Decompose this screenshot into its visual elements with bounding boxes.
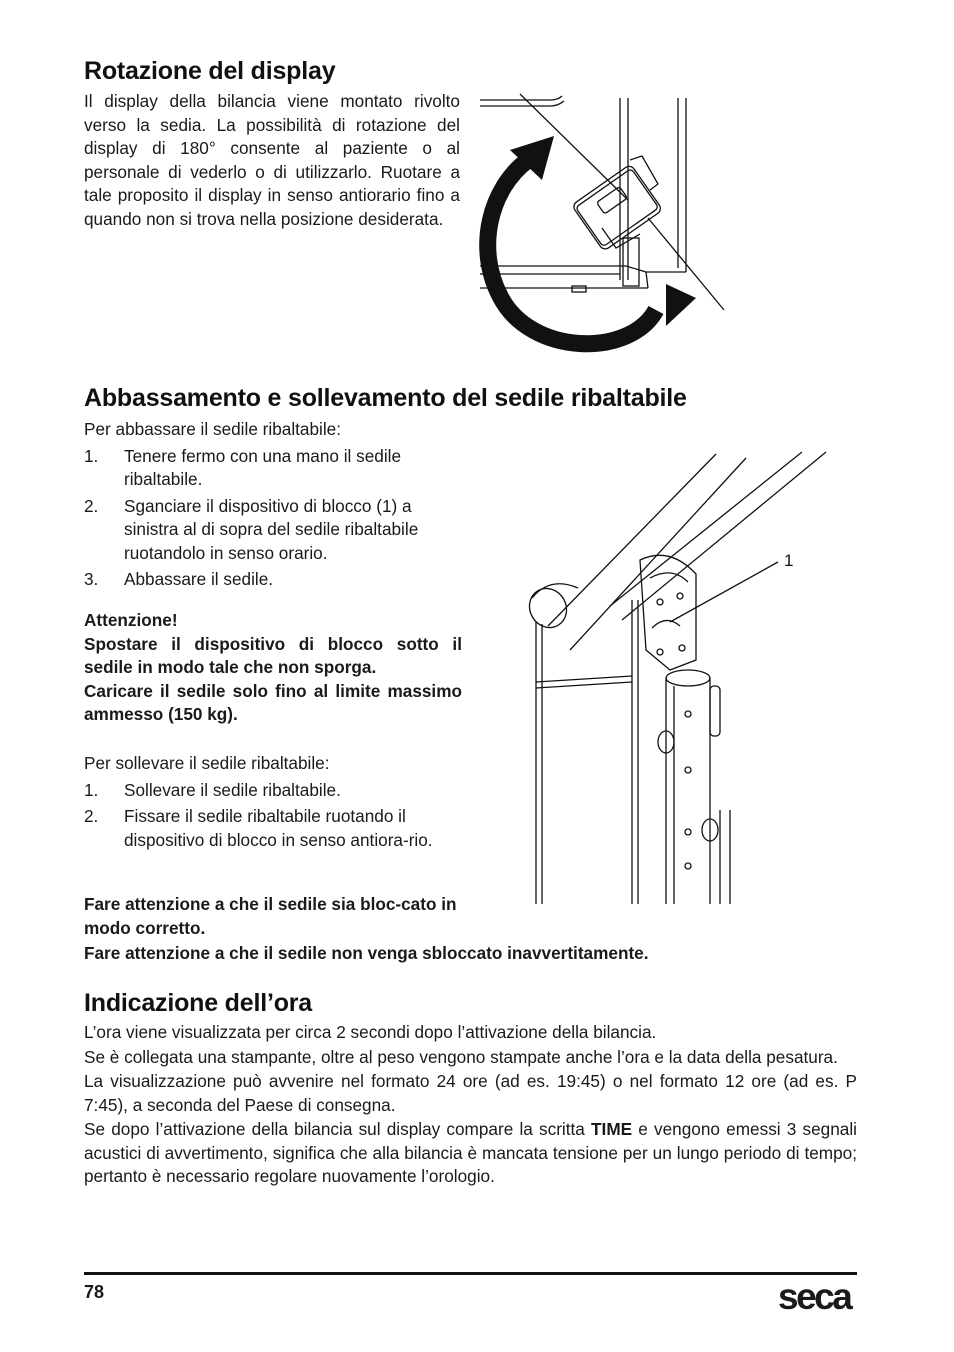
lower-seat-steps — [84, 445, 464, 592]
warning-title: Attenzione! — [84, 610, 178, 630]
section-title-folding-seat: Abbassamento e sollevamento del sedile ribaltabile — [84, 384, 687, 412]
page-number: 78 — [84, 1282, 105, 1302]
time-paragraph: L’ora viene visualizzata per circa 2 secondi dopo l’attivazione della bilancia. — [84, 1022, 657, 1042]
callout-label: 1 — [784, 551, 794, 570]
lower-seat-intro: Per abbassare il sedile ribaltabile: — [84, 419, 341, 439]
list-item: 3. Abbassare il sedile. — [84, 569, 274, 589]
raise-seat-intro: Per sollevare il sedile ribaltabile: — [84, 753, 330, 773]
lower-seat-instructions — [84, 418, 464, 592]
list-item: 2. Sganciare il dispositivo di blocco (1) a sinistra al di sopra del sedile ribaltabile ruotandolo in senso orario. — [84, 495, 419, 563]
section-title-time-display: Indicazione dell’ora — [84, 989, 312, 1017]
section-title-display-rotation: Rotazione del display — [84, 57, 336, 85]
time-display-text — [84, 1021, 857, 1189]
seca-logo: seca — [778, 1276, 851, 1317]
seat-lock-illustration — [520, 450, 840, 906]
unlock-note: Fare attenzione a che il sedile non venga sbloccato inavvertitamente. — [84, 943, 649, 963]
time-keyword: TIME — [591, 1119, 633, 1139]
warning-line: Caricare il sedile solo fino al limite massimo ammesso (150 kg). — [84, 680, 462, 724]
raise-seat-steps — [84, 779, 464, 853]
footer-divider — [84, 1272, 857, 1275]
warning-line: Spostare il dispositivo di blocco sotto il sedile in modo tale che non sporga. — [84, 633, 462, 677]
time-paragraph: Se è collegata una stampante, oltre al peso vengono stampate anche l’ora e la data della pesatura. — [84, 1046, 838, 1067]
lock-note: Fare attenzione a che il sedile sia bloc-cato in modo corretto. — [84, 894, 457, 938]
display-rotation-text: Il display della bilancia viene montato rivolto verso la sedia. La possibilità di rotazione del display di 180° consente al paziente o al personale di vederlo o di utilizzarlo. Ruotare a tale proposito il display in senso antiorario fino a quando non si trova nella posizione desiderata. — [84, 91, 460, 229]
display-rotation-illustration — [470, 88, 740, 360]
list-item: 1. Tenere fermo con una mano il sedile ribaltabile. — [84, 445, 402, 489]
time-paragraph: La visualizzazione può avvenire nel formato 24 ore (ad es. 19:45) o nel formato 12 ore (ad es. P 7:45), a seconda del Paese di consegna. — [84, 1071, 857, 1115]
warning-block — [84, 609, 462, 727]
list-item: 2. Fissare il sedile ribaltabile ruotando il dispositivo di blocco in senso antiora-rio. — [84, 806, 433, 850]
raise-seat-instructions — [84, 752, 464, 852]
time-paragraph: Se dopo l’attivazione della bilancia sul display compare la scritta TIME e vengono emessi 3 segnali acustici di avvertimento, significa che alla bilancia è mancata tensione per un lungo periodo di tempo; pertanto è necessario regolare nuovamente l’orologio. — [84, 1119, 857, 1186]
list-item: 1. Sollevare il sedile ribaltabile. — [84, 779, 341, 800]
